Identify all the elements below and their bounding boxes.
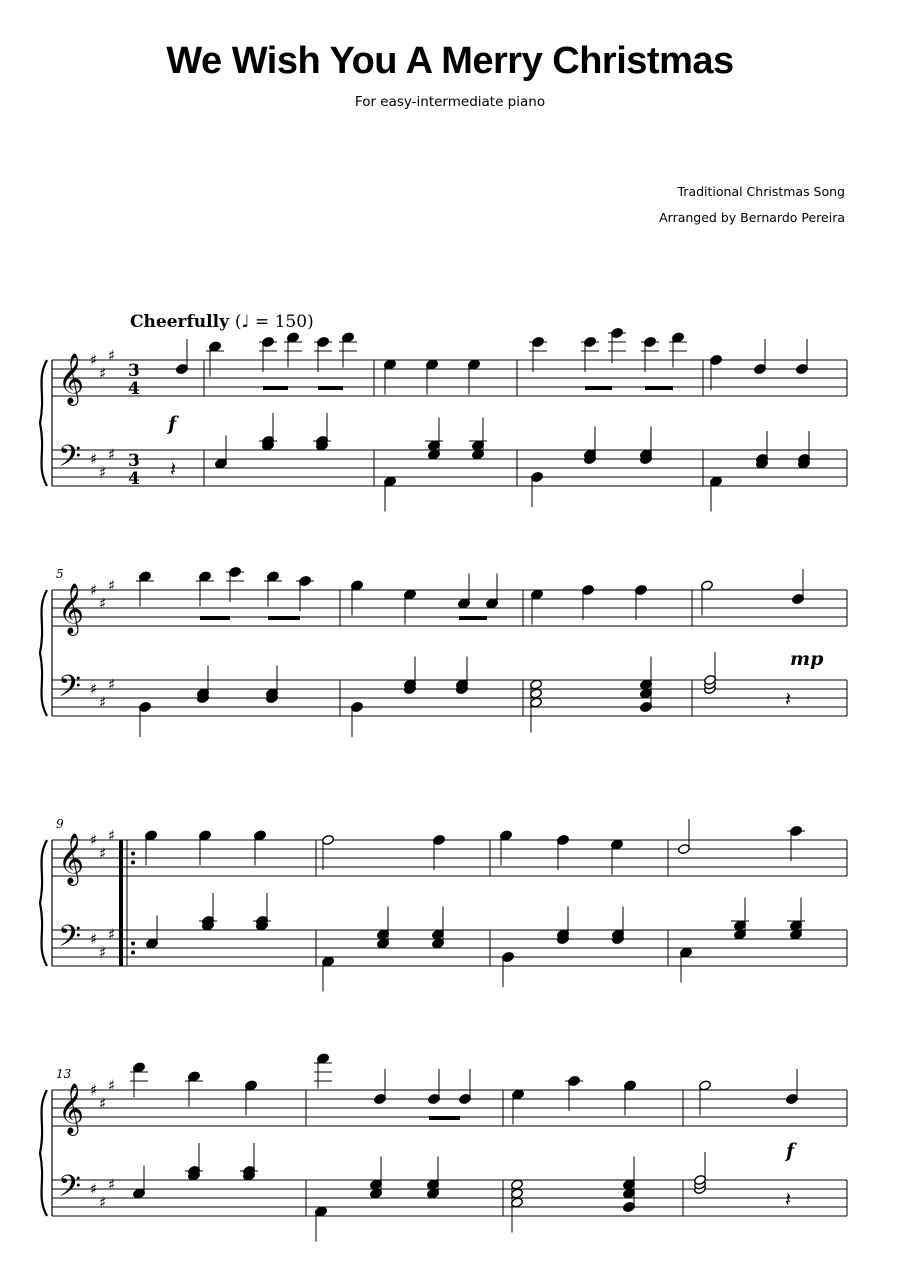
metronome-mark: (♩ = 150) bbox=[234, 312, 314, 332]
bass-note bbox=[623, 1179, 636, 1190]
treble-note bbox=[374, 1093, 387, 1104]
treble-note bbox=[287, 332, 300, 343]
treble-note bbox=[512, 1089, 525, 1100]
bass-note bbox=[790, 920, 803, 931]
bass-note bbox=[511, 1188, 524, 1199]
treble-note bbox=[678, 843, 691, 854]
treble-note bbox=[245, 1080, 258, 1091]
bass-note bbox=[530, 679, 543, 690]
bass-key-sharp-icon: ♯ bbox=[108, 445, 116, 464]
treble-note bbox=[317, 1053, 330, 1064]
bpm-value: = 150 bbox=[254, 312, 308, 332]
treble-clef-icon: 𝄞 bbox=[58, 353, 85, 404]
treble-note bbox=[624, 1080, 637, 1091]
treble-note bbox=[557, 834, 570, 845]
treble-note bbox=[754, 363, 767, 374]
dynamic-marking: mp bbox=[790, 648, 824, 670]
treble-key-sharp-icon: ♯ bbox=[108, 346, 116, 365]
treble-note bbox=[254, 830, 267, 841]
bass-note bbox=[640, 688, 653, 699]
measure-number: 13 bbox=[56, 1067, 72, 1081]
treble-note bbox=[701, 580, 714, 591]
bass-note bbox=[377, 929, 390, 940]
treble-note bbox=[139, 571, 152, 582]
treble-note bbox=[786, 1093, 799, 1104]
treble-note bbox=[404, 589, 417, 600]
composer-credit: Traditional Christmas Song bbox=[677, 184, 845, 199]
treble-key-sharp-icon: ♯ bbox=[90, 1081, 98, 1099]
treble-note bbox=[145, 830, 158, 841]
quarter-rest-icon: 𝄽 bbox=[170, 457, 177, 481]
measure-number: 5 bbox=[56, 567, 64, 581]
piece-title: We Wish You A Merry Christmas bbox=[166, 40, 734, 82]
bass-note bbox=[790, 929, 803, 940]
bass-note bbox=[315, 1206, 328, 1217]
treble-note bbox=[468, 359, 481, 370]
treble-key-sharp-icon: ♯ bbox=[99, 364, 107, 383]
arranger-credit: Arranged by Bernardo Pereira bbox=[659, 210, 845, 225]
beam bbox=[429, 1116, 460, 1120]
treble-note bbox=[710, 354, 723, 365]
bass-note bbox=[432, 938, 445, 949]
bass-key-sharp-icon: ♯ bbox=[108, 675, 116, 694]
bass-note bbox=[472, 449, 485, 460]
bass-clef-icon: 𝄢 bbox=[58, 670, 82, 711]
bass-note bbox=[427, 1179, 440, 1190]
bass-note bbox=[428, 449, 441, 460]
bass-note bbox=[428, 440, 441, 451]
bass-note bbox=[511, 1179, 524, 1190]
bass-key-sharp-icon: ♯ bbox=[108, 1175, 116, 1194]
treble-note bbox=[342, 332, 355, 343]
dynamic-marking: f bbox=[786, 1140, 795, 1162]
treble-note bbox=[459, 1093, 472, 1104]
treble-note bbox=[531, 589, 544, 600]
bass-clef-icon: 𝄢 bbox=[58, 920, 82, 961]
bass-key-sharp-icon: ♯ bbox=[90, 930, 98, 948]
treble-note bbox=[384, 359, 397, 370]
treble-note bbox=[699, 1080, 712, 1091]
bass-clef-icon: 𝄢 bbox=[58, 440, 82, 481]
treble-note bbox=[176, 363, 189, 374]
bass-note bbox=[734, 920, 747, 931]
treble-note bbox=[458, 598, 471, 609]
treble-key-sharp-icon: ♯ bbox=[99, 594, 107, 613]
beam bbox=[200, 616, 230, 620]
bass-note bbox=[370, 1188, 383, 1199]
treble-note bbox=[267, 571, 280, 582]
tempo-text: Cheerfully bbox=[130, 312, 229, 332]
treble-note bbox=[199, 571, 212, 582]
brace bbox=[40, 360, 47, 486]
treble-note bbox=[672, 332, 685, 343]
treble-note bbox=[792, 593, 805, 604]
bass-note bbox=[511, 1197, 524, 1208]
treble-note bbox=[209, 341, 222, 352]
bass-note bbox=[384, 476, 397, 487]
bass-key-sharp-icon: ♯ bbox=[99, 693, 107, 712]
treble-key-sharp-icon: ♯ bbox=[108, 576, 116, 595]
time-signature-denominator: 4 bbox=[128, 469, 140, 489]
bass-note bbox=[680, 947, 693, 958]
beam bbox=[585, 386, 612, 390]
treble-note bbox=[351, 580, 364, 591]
piece-subtitle: For easy-intermediate piano bbox=[354, 94, 546, 110]
bass-note bbox=[215, 458, 228, 469]
treble-note bbox=[582, 584, 595, 595]
treble-note bbox=[796, 363, 809, 374]
treble-key-sharp-icon: ♯ bbox=[108, 1076, 116, 1095]
treble-note bbox=[635, 584, 648, 595]
treble-note bbox=[433, 834, 446, 845]
time-signature-denominator: 4 bbox=[128, 379, 140, 399]
bass-note bbox=[623, 1201, 636, 1212]
treble-key-sharp-icon: ♯ bbox=[90, 351, 98, 369]
repeat-dot bbox=[131, 951, 135, 955]
treble-key-sharp-icon: ♯ bbox=[108, 826, 116, 845]
beam bbox=[645, 386, 673, 390]
bass-note bbox=[139, 701, 152, 712]
quarter-rest-icon: 𝄽 bbox=[785, 1187, 792, 1211]
bass-note bbox=[530, 697, 543, 708]
repeat-dot bbox=[131, 852, 135, 856]
bass-note bbox=[432, 929, 445, 940]
bass-note bbox=[377, 938, 390, 949]
treble-note bbox=[322, 834, 335, 845]
brace bbox=[40, 590, 47, 716]
beam bbox=[263, 386, 288, 390]
system-2 bbox=[40, 566, 847, 737]
bass-key-sharp-icon: ♯ bbox=[99, 463, 107, 482]
bass-key-sharp-icon: ♯ bbox=[99, 1193, 107, 1212]
repeat-dot bbox=[131, 942, 135, 946]
time-signature-numerator: 3 bbox=[128, 361, 140, 381]
treble-note bbox=[428, 1093, 441, 1104]
beam bbox=[318, 386, 343, 390]
bass-note bbox=[502, 951, 515, 962]
bass-note bbox=[133, 1188, 146, 1199]
quarter-note-icon: ♩ bbox=[241, 312, 250, 332]
bass-note bbox=[710, 476, 723, 487]
treble-note bbox=[426, 359, 439, 370]
bass-key-sharp-icon: ♯ bbox=[90, 450, 98, 468]
treble-note bbox=[611, 839, 624, 850]
bass-note bbox=[531, 471, 544, 482]
bass-note bbox=[530, 688, 543, 699]
quarter-rest-icon: 𝄽 bbox=[785, 687, 792, 711]
treble-note bbox=[188, 1071, 201, 1082]
beam bbox=[459, 616, 487, 620]
treble-note bbox=[199, 830, 212, 841]
brace bbox=[40, 1090, 47, 1216]
bass-note bbox=[351, 701, 364, 712]
bass-key-sharp-icon: ♯ bbox=[108, 925, 116, 944]
bass-note bbox=[734, 929, 747, 940]
treble-key-sharp-icon: ♯ bbox=[99, 844, 107, 863]
measure-number: 9 bbox=[56, 817, 64, 831]
dynamic-marking: f bbox=[168, 413, 177, 435]
treble-clef-icon: 𝄞 bbox=[58, 1083, 85, 1134]
repeat-thick-barline bbox=[119, 840, 123, 966]
repeat-dot bbox=[131, 861, 135, 865]
bass-clef-icon: 𝄢 bbox=[58, 1170, 82, 1211]
treble-clef-icon: 𝄞 bbox=[58, 583, 85, 634]
bass-note bbox=[472, 440, 485, 451]
bass-key-sharp-icon: ♯ bbox=[90, 1180, 98, 1198]
treble-clef-icon: 𝄞 bbox=[58, 833, 85, 884]
system-3 bbox=[40, 817, 847, 992]
treble-note bbox=[500, 830, 513, 841]
bass-key-sharp-icon: ♯ bbox=[99, 943, 107, 962]
bass-note bbox=[322, 956, 335, 967]
bass-key-sharp-icon: ♯ bbox=[90, 680, 98, 698]
system-4 bbox=[40, 1053, 847, 1242]
bass-note bbox=[146, 938, 159, 949]
treble-key-sharp-icon: ♯ bbox=[90, 581, 98, 599]
treble-note bbox=[486, 598, 499, 609]
bass-note bbox=[640, 701, 653, 712]
treble-note bbox=[133, 1062, 146, 1073]
brace bbox=[40, 840, 47, 966]
treble-key-sharp-icon: ♯ bbox=[90, 831, 98, 849]
beam bbox=[268, 616, 300, 620]
time-signature-numerator: 3 bbox=[128, 451, 140, 471]
bass-note bbox=[640, 679, 653, 690]
bass-note bbox=[370, 1179, 383, 1190]
system-1 bbox=[40, 327, 847, 511]
bass-note bbox=[427, 1188, 440, 1199]
treble-key-sharp-icon: ♯ bbox=[99, 1094, 107, 1113]
bass-note bbox=[623, 1188, 636, 1199]
